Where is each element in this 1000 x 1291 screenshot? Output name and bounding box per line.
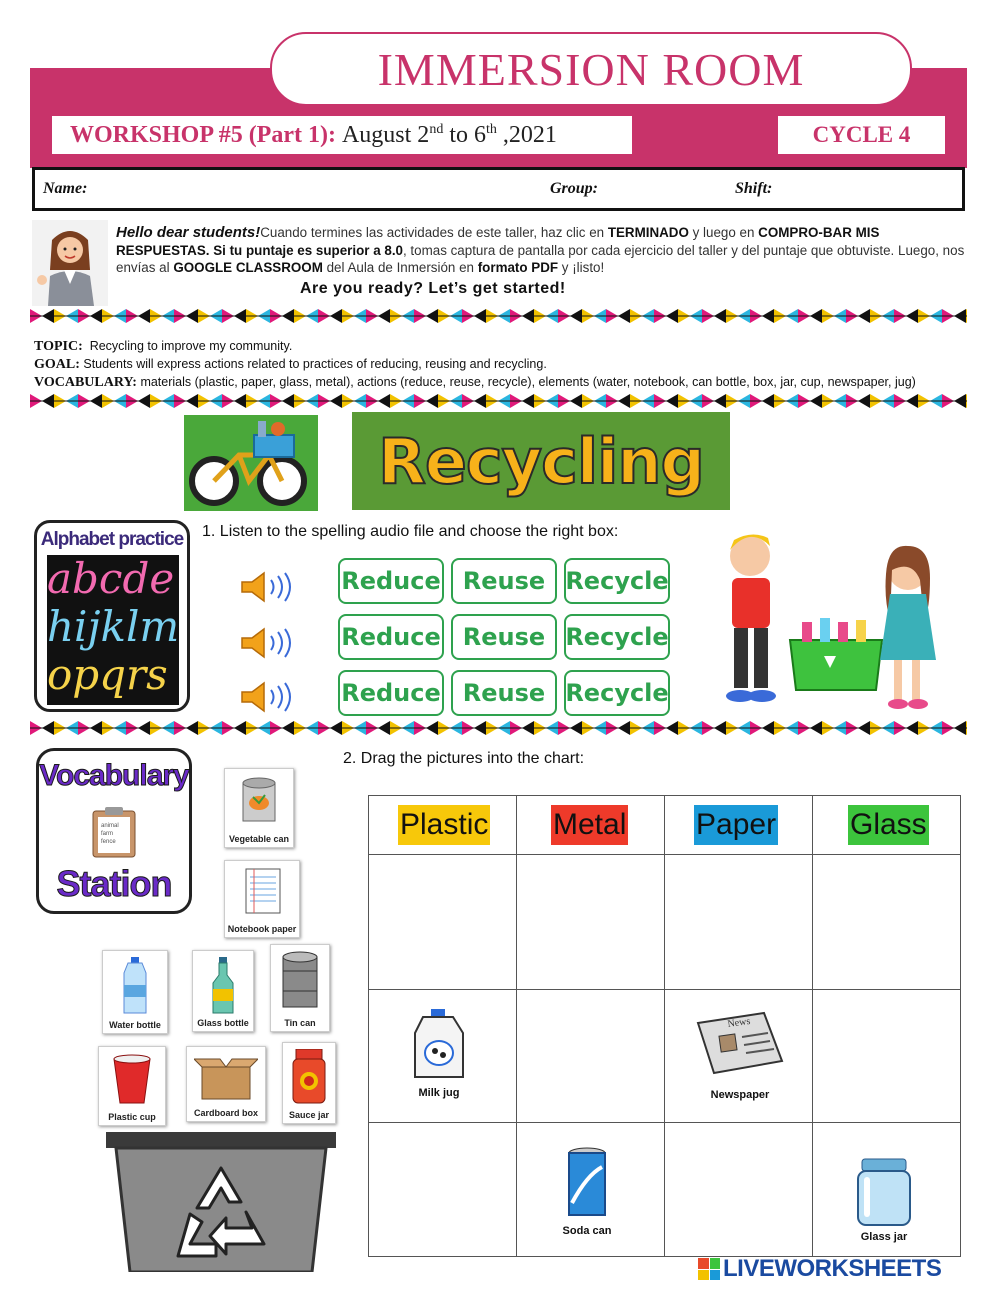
draggable-plastic-cup[interactable]: Plastic cup xyxy=(98,1046,166,1126)
bicycle-image xyxy=(184,415,318,511)
draggable-sauce-jar[interactable]: Sauce jar xyxy=(282,1042,336,1124)
option-reduce[interactable]: Reduce xyxy=(338,558,444,604)
drop-zone[interactable] xyxy=(368,854,517,990)
page-title-pill xyxy=(270,32,912,106)
milk-jug-item[interactable]: Milk jug xyxy=(404,1007,474,1103)
option-recycle[interactable]: Recycle xyxy=(564,670,670,716)
option-reuse[interactable]: Reuse xyxy=(451,558,557,604)
drop-zone[interactable] xyxy=(516,989,665,1123)
milk-jug-icon xyxy=(409,1007,469,1083)
option-reduce[interactable]: Reduce xyxy=(338,614,444,660)
audio-speaker-icon[interactable] xyxy=(238,680,296,714)
recycle-bin-icon xyxy=(106,1132,336,1272)
draggable-glass-bottle[interactable]: Glass bottle xyxy=(192,950,254,1032)
header-plastic: Plastic xyxy=(398,805,490,845)
ready-text: Are you ready? Let’s get started! xyxy=(300,280,566,297)
vocabulary-station-card xyxy=(36,748,192,914)
glass-jar-icon xyxy=(856,1157,912,1227)
alphabet-practice-card[interactable] xyxy=(34,520,190,712)
sorting-chart xyxy=(368,795,961,1257)
drop-zone[interactable] xyxy=(664,1122,813,1257)
soda-can-icon xyxy=(562,1145,612,1221)
zigzag-divider xyxy=(30,309,967,323)
workshop-dates: August 2nd to 6th ,2021 xyxy=(341,121,557,148)
cardboard-box-icon xyxy=(194,1053,258,1101)
newspaper-item[interactable]: News Newspaper xyxy=(692,1009,788,1105)
goal-line: GOAL: Students will express actions related to practices of reducing, reusing and recycling. xyxy=(34,357,547,372)
topic-line: TOPIC: Recycling to improve my community. xyxy=(34,339,293,354)
svg-text:animal: animal xyxy=(101,823,119,829)
recycling-title: Recycling xyxy=(378,424,704,498)
svg-text:News: News xyxy=(726,1015,751,1030)
liveworksheets-brand: LIVEWORKSHEETS xyxy=(723,1255,942,1282)
drop-zone[interactable] xyxy=(368,1122,517,1257)
draggable-cardboard-box[interactable]: Cardboard box xyxy=(186,1046,266,1122)
option-reuse[interactable]: Reuse xyxy=(451,670,557,716)
recycling-banner xyxy=(352,412,730,510)
drop-zone[interactable] xyxy=(516,854,665,990)
svg-text:farm: farm xyxy=(101,831,113,837)
option-reduce[interactable]: Reduce xyxy=(338,670,444,716)
soda-can-item[interactable]: Soda can xyxy=(552,1145,622,1245)
clipboard-icon xyxy=(89,803,139,859)
vocabulary-line: VOCABULARY: materials (plastic, paper, glass, metal), actions (reduce, reuse, recycle), elements (water, notebook, can bottle, box, jar, cup, newspaper, jug) xyxy=(34,375,916,390)
svg-text:fence: fence xyxy=(101,839,116,845)
exercise2-question: 2. Drag the pictures into the chart: xyxy=(343,750,585,767)
teacher-avatar xyxy=(32,220,108,306)
workshop-label: WORKSHOP #5 (Part 1): xyxy=(70,121,336,148)
alphabet-image: abcde hijklm opqrs xyxy=(47,555,179,705)
option-recycle[interactable]: Recycle xyxy=(564,558,670,604)
page-title: IMMERSION ROOM xyxy=(377,43,805,95)
shift-label: Shift: xyxy=(735,180,773,197)
header-paper: Paper xyxy=(694,805,778,845)
sauce-jar-icon xyxy=(290,1049,328,1105)
name-label: Name: xyxy=(43,180,88,197)
draggable-vegetable-can[interactable]: Vegetable can xyxy=(224,768,294,848)
plastic-cup-icon xyxy=(110,1053,154,1105)
drop-zone[interactable] xyxy=(812,854,961,990)
alphabet-title: Alphabet practice xyxy=(40,529,184,550)
water-bottle-icon xyxy=(120,957,150,1015)
zigzag-divider xyxy=(30,721,967,735)
header-glass: Glass xyxy=(848,805,929,845)
workshop-box xyxy=(52,116,632,154)
liveworksheets-logo[interactable] xyxy=(698,1255,941,1283)
cycle-label: CYCLE 4 xyxy=(778,116,945,154)
option-recycle[interactable]: Recycle xyxy=(564,614,670,660)
glass-bottle-icon xyxy=(209,957,237,1015)
draggable-water-bottle[interactable]: Water bottle xyxy=(102,950,168,1034)
newspaper-icon xyxy=(694,1009,786,1079)
student-info-row xyxy=(32,167,965,211)
drop-zone[interactable] xyxy=(812,989,961,1123)
notebook-paper-icon xyxy=(240,867,284,917)
drop-zone[interactable] xyxy=(664,854,813,990)
header-metal: Metal xyxy=(551,805,628,845)
intro-text: Hello dear students!Cuando termines las actividades de este taller, haz clic en TERMINADO y luego en COMPRO-BAR MIS RESPUESTAS. Si tu puntaje es superior a 8.0, tomas captura de pantalla por cada ejercicio del taller y del puntaje que obtuviste. Luego, nos envías al GOOGLE CLASSROOM del Aula de Inmersión en formato PDF y ¡listo! xyxy=(116,224,965,275)
vegetable-can-icon xyxy=(237,775,281,827)
station-title: Station xyxy=(56,863,172,904)
audio-speaker-icon[interactable] xyxy=(238,570,296,604)
draggable-notebook-paper[interactable]: Notebook paper xyxy=(224,860,300,938)
exercise1-question: 1. Listen to the spelling audio file and choose the right box: xyxy=(202,523,619,540)
zigzag-divider xyxy=(30,394,967,408)
option-reuse[interactable]: Reuse xyxy=(451,614,557,660)
kids-recycling-illustration xyxy=(712,530,944,716)
glass-jar-item[interactable]: Glass jar xyxy=(848,1157,920,1247)
audio-speaker-icon[interactable] xyxy=(238,626,296,660)
group-label: Group: xyxy=(550,180,599,197)
vocabulary-title: Vocabulary xyxy=(39,759,189,792)
tin-can-icon xyxy=(279,951,321,1013)
draggable-tin-can[interactable]: Tin can xyxy=(270,944,330,1032)
liveworksheets-logo-icon xyxy=(698,1258,720,1280)
